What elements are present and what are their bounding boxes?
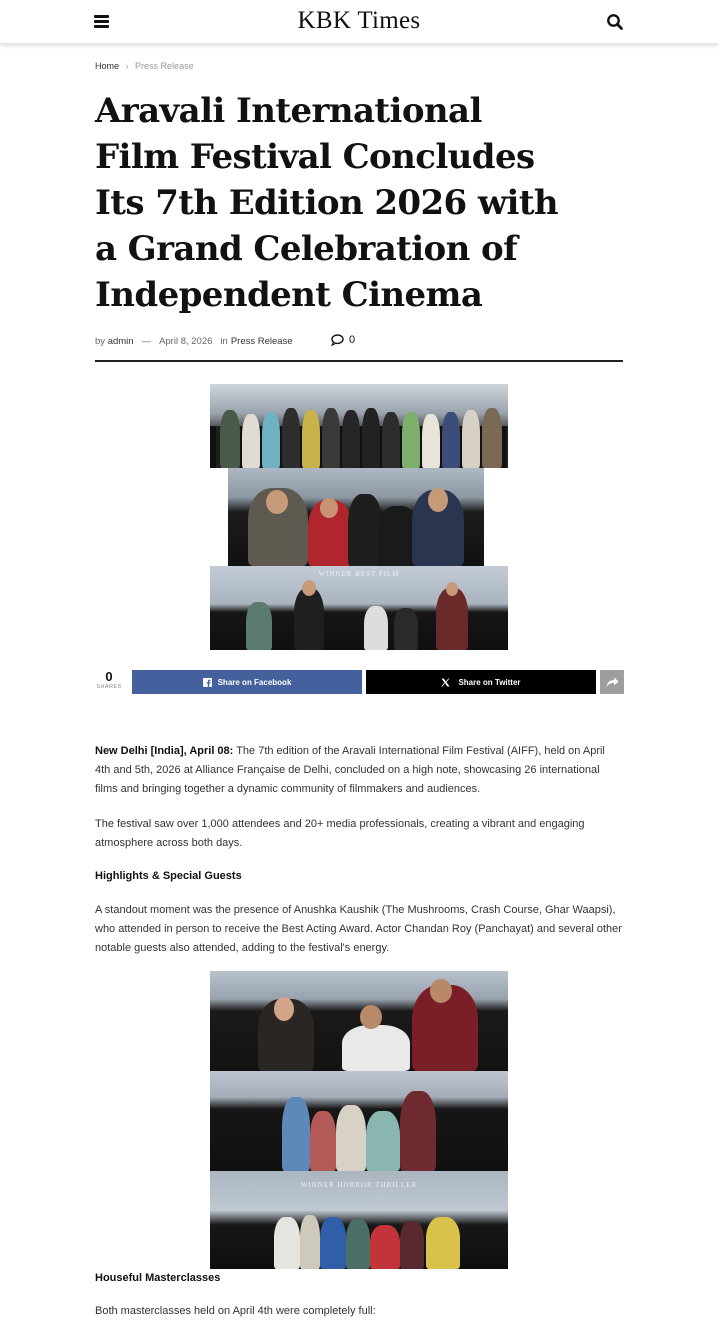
post-date: April 8, 2026: [159, 336, 213, 347]
breadcrumb: [95, 61, 194, 71]
winner-photo-panel: [210, 566, 508, 650]
facebook-icon: [203, 678, 212, 687]
screen-caption: WINNER BEST FILM: [318, 570, 400, 578]
paragraph-attendance: The festival saw over 1,000 attendees and 20+ media professionals, creating a vibrant and engaging atmosphere across both days.: [95, 818, 585, 849]
breadcrumb-home[interactable]: Home: [95, 61, 120, 71]
top-nav-bar: [0, 0, 718, 44]
share-more-button[interactable]: [600, 670, 624, 694]
featured-image[interactable]: [210, 384, 508, 650]
lead-paragraph: [95, 742, 623, 799]
search-icon[interactable]: [606, 13, 624, 31]
share-facebook-button[interactable]: [132, 670, 362, 694]
screen-caption: WINNER HORROR THRILLER: [300, 1181, 418, 1189]
dateline: New Delhi [India], April 08:: [95, 745, 234, 757]
article-meta: [95, 336, 293, 347]
meta-by-label: by: [95, 336, 106, 347]
lead-text: The 7th edition of the Aravali International Film Festival (AIFF), held on April 4th and 5th, 2026 at Alliance Française de Delhi, concluded on a high note, showcasing 26 international films and bringing together a dynamic community of filmmakers and audiences.: [95, 745, 605, 795]
site-logo[interactable]: KBK Times: [297, 7, 421, 34]
winner-horror-panel: [210, 1171, 508, 1269]
award-photo-panel: [228, 468, 484, 566]
award-presentation-panel: [210, 1071, 508, 1171]
share-twitter-button[interactable]: [366, 670, 596, 694]
paragraph-masterclasses: Both masterclasses held on April 4th were completely full:: [95, 1305, 376, 1317]
chevron-right-icon: ›: [125, 61, 129, 71]
share-count: 0: [105, 669, 113, 684]
author-link[interactable]: admin: [107, 336, 134, 347]
section-heading-masterclasses: Houseful Masterclasses: [95, 1272, 221, 1284]
paragraph-guests: A standout moment was the presence of Anushka Kaushik (The Mushrooms, Crash Course, Ghar Waapsi), who attended in person to receive the Best Acting Award. Actor Chandan Roy (Panchayat) and several other notable guests also attended, adding to the festival's energy.: [95, 904, 622, 954]
article-title: Aravali International Film Festival Concludes Its 7th Edition 2026 with a Grand Celebration of Independent Cinema: [95, 91, 559, 315]
comment-icon: [331, 334, 344, 346]
share-count-label: SHARES: [96, 684, 122, 690]
share-arrow-icon: [606, 677, 619, 688]
share-bar: [95, 669, 623, 695]
article-image-guests[interactable]: [210, 971, 508, 1269]
share-facebook-label: Share on Facebook: [217, 677, 292, 687]
group-photo-panel: [210, 384, 508, 468]
meta-in-label: in: [220, 336, 228, 347]
comments-link[interactable]: [331, 334, 355, 346]
x-logo-icon: [441, 678, 450, 687]
share-counter: [95, 669, 123, 690]
share-twitter-label: Share on Twitter: [458, 677, 521, 687]
category-link[interactable]: Press Release: [230, 336, 293, 347]
header-divider: [95, 360, 623, 362]
breadcrumb-category[interactable]: Press Release: [135, 61, 194, 71]
guest-photo-panel: [210, 971, 508, 1071]
section-heading-highlights: Highlights & Special Guests: [95, 870, 242, 882]
comment-count: 0: [349, 334, 356, 346]
meta-dash: —: [141, 336, 152, 347]
